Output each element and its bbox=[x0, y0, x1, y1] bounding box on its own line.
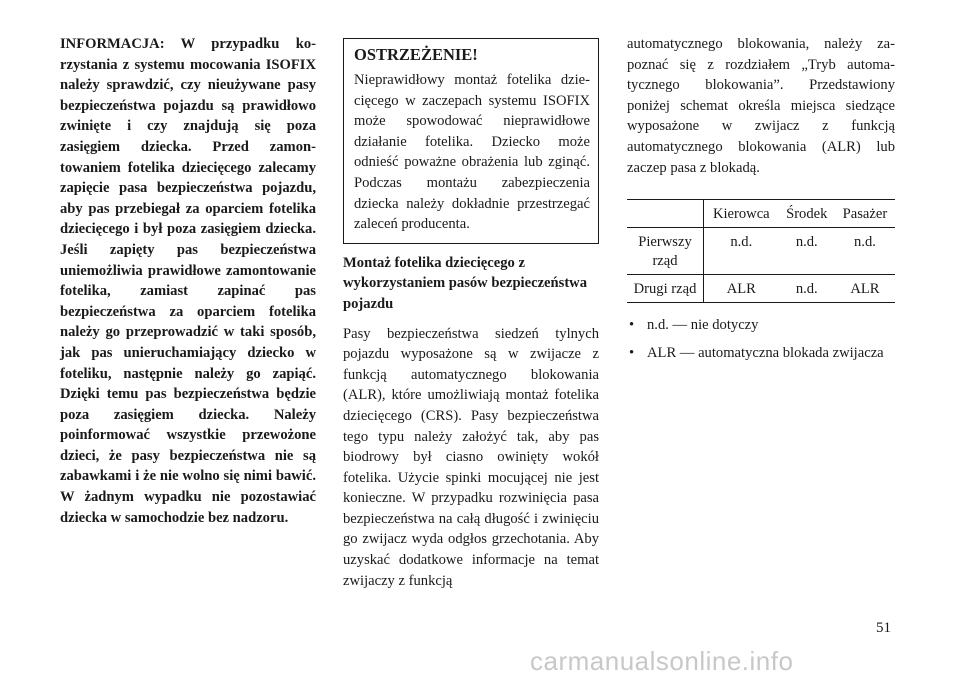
table-header-cell: Środek bbox=[779, 200, 835, 228]
seating-table-frame bbox=[627, 199, 895, 303]
table-cell: n.d. bbox=[779, 275, 835, 303]
table-cell: n.d. bbox=[835, 228, 895, 275]
table-row bbox=[627, 275, 895, 303]
body-paragraph: Pasy bezpieczeństwa siedzeń tylnych pojazdu wyposażone są w zwijacze z funkcją automatycznego blokowania (ALR), które umożliwiają montaż fotelika dziecięcego (CRS). Pasy bezpieczeństwa tego typu należy założyć tak, aby pas biodrowy był ciasno owinięty wokół fotelika. Użycie spinki mocującej nie jest konieczne. W przypadku rozwinięcia pasa bezpieczeństwa na całą długość i zwinięciu go zwijacz wyda odgłos grzechotania. Aby uzyskać dodatkowe informacje na temat zwijaczy z funkcją bbox=[343, 325, 599, 589]
table-header-row bbox=[627, 200, 895, 228]
left-column bbox=[60, 34, 316, 528]
section-title: Montaż fotelika dziecięcego z wykorzystaniem pasów bezpieczeństwa pojazdu bbox=[343, 254, 588, 312]
note-text: n.d. — nie dotyczy bbox=[647, 317, 759, 334]
table-header-cell: Pasażer bbox=[835, 200, 895, 228]
table-cell: n.d. bbox=[704, 228, 779, 275]
list-item bbox=[627, 343, 895, 364]
notes-list bbox=[627, 315, 895, 363]
warning-box bbox=[343, 38, 599, 244]
table-header-cell bbox=[627, 200, 704, 228]
warning-title: OSTRZEŻENIE! bbox=[354, 45, 478, 64]
table-cell: ALR bbox=[704, 275, 779, 303]
info-paragraph: INFORMACJA: W przypadku korzystania z systemu mocowania ISOFIX należy sprawdzić, czy nieużywane pasy bezpieczeństwa pojazdu są prawidłowo zwinięte i czy znajdują się poza zasięgiem dziecka. Przed zamontowaniem fotelika dziecięcego zalecamy zapięcie pasa bezpieczeństwa pojazdu, aby pas przebiegał za oparciem fotelika dziecięcego i był poza zasięgiem dziecka. Jeśli zapięty pas bezpieczeństwa uniemożliwia prawidłowe zamontowanie fotelika, zamiast zapinać pas bezpieczeństwa za oparciem fotelika należy go przeprowadzić w taki sposób, jak pas unieruchamiający dziecko w foteliku, następnie należy go zapiąć. Dzięki temu pas bezpieczeństwa będzie poza zasięgiem dziecka. Należy poinformować wszystkie przewożone dzieci, że pasy bezpieczeństwa nie są zabawkami i że nie wolno się nimi bawić. W żadnym wypadku nie pozostawiać dziecka w samochodzie bez nadzoru. bbox=[60, 36, 316, 526]
watermark: carmanualsonline.info bbox=[530, 646, 794, 676]
table-cell: Pierwszy rząd bbox=[627, 228, 704, 275]
table-cell: n.d. bbox=[779, 228, 835, 275]
middle-column bbox=[343, 34, 599, 591]
table-cell: ALR bbox=[835, 275, 895, 303]
bullet-icon: • bbox=[629, 317, 635, 334]
note-text: ALR — automatyczna blokada zwijacza bbox=[647, 344, 884, 361]
body-paragraph-continued: automatycznego blokowania, należy zapoznać się z rozdziałem „Tryb automatycznego blokowania”. Przedstawiony poniżej schemat określa miejsca siedzące wyposażone w zwijacz z funkcją automatycznego blokowania (ALR) lub zaczep pasa z blokadą. bbox=[627, 36, 895, 176]
table-cell: Drugi rząd bbox=[627, 275, 704, 303]
seating-table bbox=[627, 200, 895, 303]
table-header-cell: Kierowca bbox=[704, 200, 779, 228]
list-item bbox=[627, 315, 895, 336]
bullet-icon: • bbox=[629, 344, 635, 361]
table-row bbox=[627, 228, 895, 275]
right-column bbox=[627, 34, 895, 370]
page-number: 51 bbox=[876, 620, 891, 636]
warning-text: Nieprawidłowy montaż fotelika dziecięcego w zaczepach systemu ISOFIX może spowodować nieprawidłowe działanie fotelika. Dziecko może odnieść poważne obrażenia lub zginąć. Podczas montażu zabezpieczenia dziecka należy dokładnie przestrzegać zaleceń producenta. bbox=[354, 72, 590, 233]
